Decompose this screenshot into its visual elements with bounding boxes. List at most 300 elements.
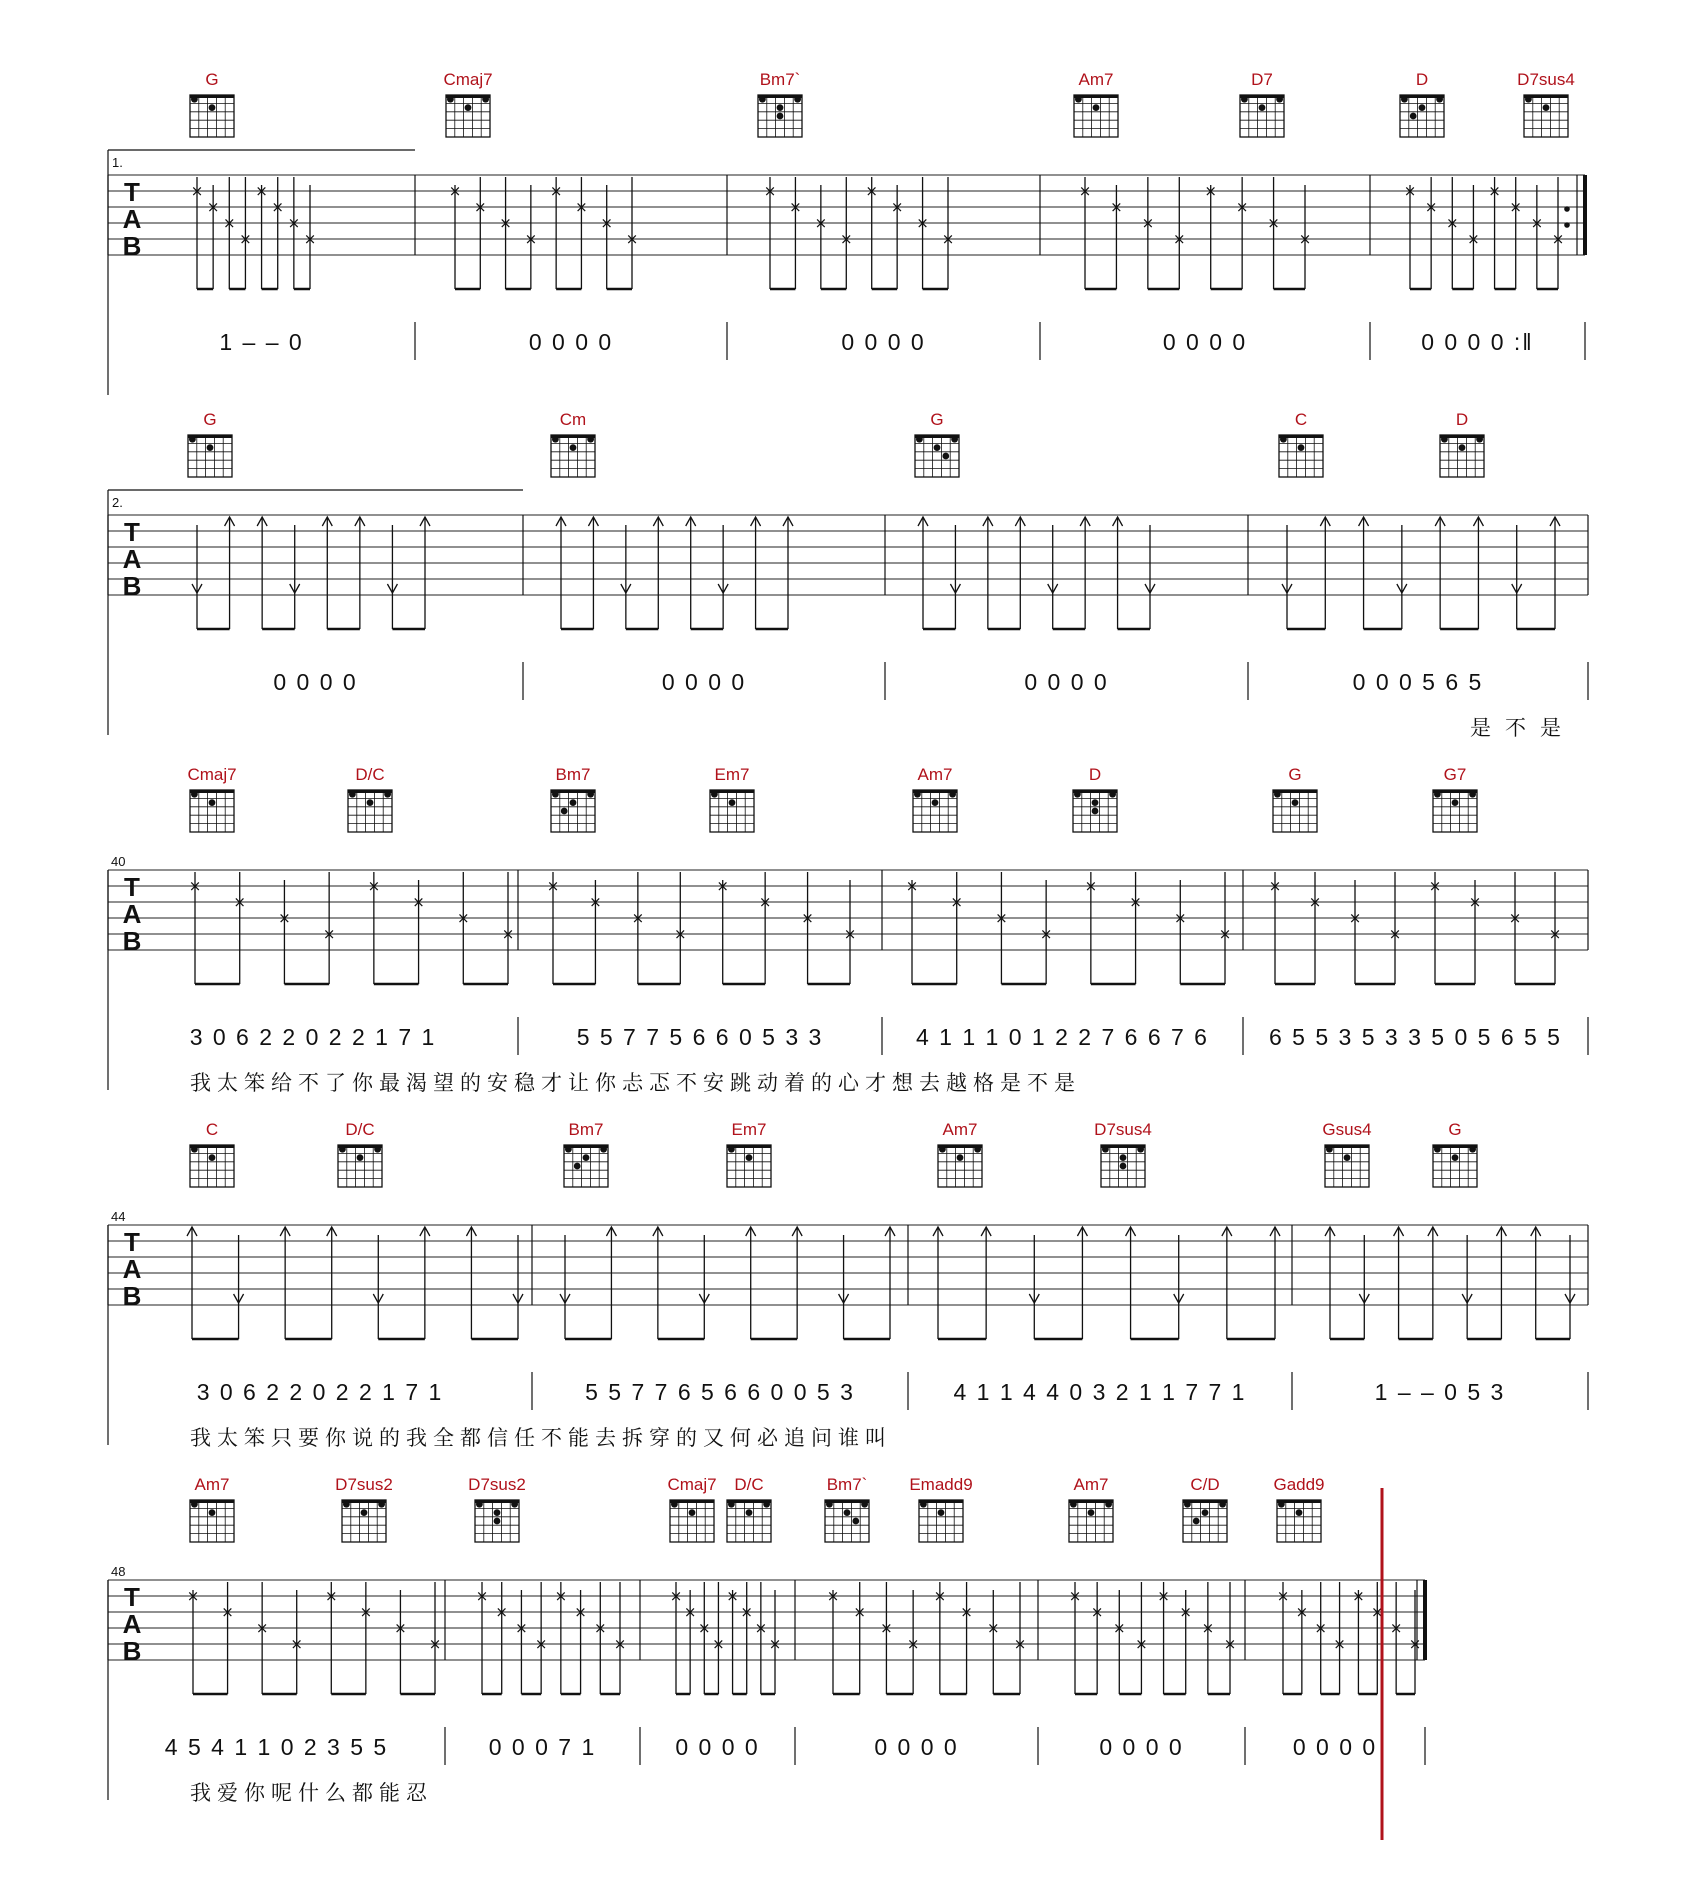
- finger-dot: [1109, 791, 1116, 798]
- svg-text:×: ×: [1445, 214, 1459, 232]
- svg-text:×: ×: [826, 1587, 840, 1605]
- chord-diagram[interactable]: [551, 410, 595, 477]
- chord-name: Cmaj7: [443, 70, 493, 89]
- jianpu-measure: 0 0 0 5 6 5: [1352, 669, 1484, 695]
- svg-text:×: ×: [941, 230, 955, 248]
- svg-text:×: ×: [188, 877, 202, 895]
- lyric-line: 我太笨给不了你最渴望的安稳才让你忐忑不安跳动着的心才想去越格是不是: [190, 1071, 1081, 1095]
- chord-diagram[interactable]: [1273, 1475, 1324, 1542]
- chord-diagram[interactable]: [190, 1475, 234, 1542]
- finger-dot: [939, 1146, 946, 1153]
- jianpu-measure: 0 0 0 0: [1099, 1734, 1184, 1760]
- svg-text:×: ×: [768, 1635, 782, 1653]
- svg-text:×: ×: [534, 1635, 548, 1653]
- svg-text:×: ×: [1276, 1587, 1290, 1605]
- finger-dot: [1525, 96, 1532, 103]
- chord-name: C: [1294, 410, 1308, 429]
- chord-name: C: [205, 1120, 219, 1139]
- svg-text:×: ×: [206, 198, 220, 216]
- chord-name: G7: [1443, 765, 1467, 784]
- tab-clef-letter: A: [122, 899, 142, 929]
- svg-text:×: ×: [1267, 214, 1280, 232]
- chord-diagram[interactable]: [468, 1475, 526, 1542]
- tab-system: [108, 1120, 1588, 1450]
- finger-dot: [361, 1509, 368, 1516]
- svg-text:×: ×: [428, 1635, 442, 1653]
- finger-dot: [357, 1154, 364, 1161]
- svg-text:×: ×: [839, 230, 853, 248]
- finger-dot: [1093, 104, 1100, 111]
- svg-text:×: ×: [1218, 925, 1232, 943]
- finger-dot: [1259, 104, 1266, 111]
- chord-diagram[interactable]: [1322, 1120, 1371, 1187]
- tab-clef-letter: T: [124, 872, 140, 902]
- jianpu-measure: 0 0 0 0 :‖: [1421, 329, 1534, 355]
- svg-text:×: ×: [683, 1603, 697, 1621]
- finger-dot: [494, 1509, 501, 1516]
- svg-text:×: ×: [190, 182, 204, 200]
- finger-dot: [189, 436, 196, 443]
- tab-clef-letter: B: [122, 231, 142, 261]
- bar-number: 44: [111, 1209, 126, 1224]
- svg-text:×: ×: [1314, 1619, 1328, 1637]
- finger-dot: [1296, 1509, 1303, 1516]
- svg-text:×: ×: [593, 1619, 607, 1637]
- finger-dot: [447, 96, 454, 103]
- chord-diagram[interactable]: [938, 1120, 982, 1187]
- chord-diagram[interactable]: [348, 765, 392, 832]
- svg-text:×: ×: [814, 214, 828, 232]
- finger-dot: [777, 104, 784, 111]
- finger-dot: [191, 1501, 198, 1508]
- chord-diagram[interactable]: [1094, 1120, 1152, 1187]
- finger-dot: [494, 1518, 501, 1525]
- finger-dot: [1452, 1154, 1459, 1161]
- chord-diagram[interactable]: [190, 70, 234, 137]
- svg-text:×: ×: [960, 1603, 973, 1621]
- svg-text:×: ×: [1508, 909, 1522, 927]
- svg-text:×: ×: [669, 1587, 683, 1605]
- chord-name: Am7: [1073, 1475, 1109, 1494]
- chord-diagram[interactable]: [1183, 1475, 1227, 1542]
- svg-text:×: ×: [1551, 230, 1565, 248]
- chord-diagram[interactable]: [551, 765, 595, 832]
- finger-dot: [552, 791, 559, 798]
- svg-text:×: ×: [255, 182, 268, 200]
- svg-text:×: ×: [1084, 877, 1098, 895]
- svg-text:×: ×: [456, 909, 470, 927]
- svg-text:×: ×: [1530, 214, 1544, 232]
- svg-text:×: ×: [1467, 230, 1480, 248]
- finger-dot: [1278, 1501, 1285, 1508]
- svg-text:×: ×: [303, 230, 317, 248]
- chord-diagram[interactable]: [1073, 765, 1117, 832]
- finger-dot: [957, 1154, 964, 1161]
- jianpu-measure: 0 0 0 7 1: [488, 1734, 597, 1760]
- svg-text:×: ×: [1129, 893, 1142, 911]
- svg-text:×: ×: [890, 198, 904, 216]
- svg-text:×: ×: [1013, 1635, 1027, 1653]
- chord-diagram[interactable]: [564, 1120, 608, 1187]
- finger-dot: [671, 1501, 678, 1508]
- chord-name: D7sus4: [1517, 70, 1575, 89]
- finger-dot: [207, 444, 214, 451]
- finger-dot: [938, 1509, 945, 1516]
- chord-name: Am7: [1078, 70, 1114, 89]
- finger-dot: [482, 96, 489, 103]
- svg-text:×: ×: [986, 1619, 1000, 1637]
- svg-text:×: ×: [1295, 1603, 1309, 1621]
- finger-dot: [844, 1509, 851, 1516]
- chord-diagram[interactable]: [190, 1120, 234, 1187]
- svg-text:×: ×: [1408, 1635, 1422, 1653]
- chord-name: Gadd9: [1273, 1475, 1325, 1494]
- finger-dot: [191, 96, 198, 103]
- jianpu-measure: 3 0 6 2 2 0 2 2 1 7 1: [189, 1024, 437, 1050]
- finger-dot: [1476, 436, 1483, 443]
- svg-text:×: ×: [575, 198, 588, 216]
- tab-system: [108, 410, 1588, 740]
- chord-name: Am7: [942, 1120, 978, 1139]
- svg-text:×: ×: [1135, 1635, 1148, 1653]
- finger-dot: [951, 436, 958, 443]
- finger-dot: [378, 1501, 385, 1508]
- svg-text:×: ×: [412, 893, 425, 911]
- chord-diagram[interactable]: [187, 765, 236, 832]
- chord-diagram[interactable]: [338, 1120, 382, 1187]
- jianpu-measure: 6 5 5 3 5 3 3 5 0 5 6 5 5: [1269, 1024, 1562, 1050]
- svg-text:×: ×: [186, 1587, 200, 1605]
- jianpu-measure: 0 0 0 0: [528, 329, 614, 355]
- svg-text:×: ×: [1352, 1587, 1365, 1605]
- finger-dot: [1543, 104, 1550, 111]
- svg-text:×: ×: [359, 1603, 373, 1621]
- svg-text:×: ×: [287, 214, 301, 232]
- finger-dot: [600, 1146, 607, 1153]
- finger-dot: [552, 436, 559, 443]
- tab-clef-letter: T: [124, 517, 140, 547]
- finger-dot: [1436, 96, 1443, 103]
- chord-name: D/C: [734, 1475, 764, 1494]
- jianpu-measure: 0 0 0 0: [661, 669, 747, 695]
- svg-text:×: ×: [789, 198, 802, 216]
- svg-text:×: ×: [394, 1619, 407, 1637]
- finger-dot: [1401, 96, 1408, 103]
- jianpu-measure: 1 – – 0 5 3: [1374, 1379, 1506, 1405]
- svg-text:×: ×: [589, 893, 602, 911]
- svg-text:×: ×: [546, 877, 560, 895]
- svg-text:×: ×: [916, 214, 929, 232]
- chord-diagram[interactable]: [667, 1475, 716, 1542]
- svg-text:×: ×: [524, 230, 538, 248]
- svg-text:×: ×: [726, 1587, 739, 1605]
- tab-systems: [108, 70, 1588, 1805]
- finger-dot: [1441, 436, 1448, 443]
- chord-diagram[interactable]: [1273, 765, 1317, 832]
- svg-text:×: ×: [255, 1619, 269, 1637]
- svg-text:×: ×: [1204, 182, 1218, 200]
- chord-diagram[interactable]: [1433, 1120, 1477, 1187]
- finger-dot: [1459, 444, 1466, 451]
- finger-dot: [1241, 96, 1248, 103]
- finger-dot: [570, 799, 577, 806]
- chord-diagram[interactable]: [915, 410, 959, 477]
- finger-dot: [934, 444, 941, 451]
- svg-text:×: ×: [1403, 182, 1417, 200]
- chord-diagram[interactable]: [1069, 1475, 1113, 1542]
- finger-dot: [1452, 799, 1459, 806]
- svg-text:×: ×: [1389, 1619, 1403, 1637]
- chord-name: Em7: [731, 1120, 767, 1139]
- svg-text:×: ×: [515, 1619, 528, 1637]
- finger-dot: [1092, 799, 1099, 806]
- svg-text:×: ×: [865, 182, 879, 200]
- finger-dot: [209, 1154, 216, 1161]
- finger-dot: [974, 1146, 981, 1153]
- finger-dot: [1419, 104, 1426, 111]
- svg-text:×: ×: [1488, 182, 1501, 200]
- tab-clef-letter: A: [122, 1609, 142, 1639]
- jianpu-measure: 4 5 4 1 1 0 2 3 5 5: [164, 1734, 389, 1760]
- finger-dot: [1292, 799, 1299, 806]
- tab-clef-letter: B: [122, 571, 142, 601]
- finger-dot: [1075, 96, 1082, 103]
- svg-text:×: ×: [1548, 925, 1562, 943]
- tab-system: [108, 70, 1585, 395]
- chord-name: D: [1088, 765, 1102, 784]
- finger-dot: [570, 444, 577, 451]
- chord-diagram[interactable]: [913, 765, 957, 832]
- finger-dot: [777, 113, 784, 120]
- finger-dot: [920, 1501, 927, 1508]
- tab-clef-letter: A: [122, 544, 142, 574]
- chord-diagram[interactable]: [1400, 70, 1444, 137]
- finger-dot: [209, 799, 216, 806]
- finger-dot: [339, 1146, 346, 1153]
- svg-text:×: ×: [239, 230, 252, 248]
- chord-name: D: [1415, 70, 1429, 89]
- finger-dot: [374, 1146, 381, 1153]
- finger-dot: [729, 799, 736, 806]
- finger-dot: [826, 1501, 833, 1508]
- chord-name: Am7: [194, 1475, 230, 1494]
- svg-text:×: ×: [554, 1587, 568, 1605]
- bar-number: 48: [111, 1564, 126, 1579]
- svg-text:×: ×: [1370, 1603, 1384, 1621]
- jianpu-measure: 0 0 0 0: [1024, 669, 1109, 695]
- finger-dot: [794, 96, 801, 103]
- svg-text:×: ×: [1157, 1587, 1170, 1605]
- chord-diagram[interactable]: [758, 70, 802, 137]
- lyric-line: 我太笨只要你说的我全都信任不能去拆穿的又何必追问谁叫: [190, 1426, 892, 1450]
- chord-diagram[interactable]: [443, 70, 492, 137]
- svg-text:×: ×: [1268, 877, 1282, 895]
- finger-dot: [932, 799, 939, 806]
- chord-diagram[interactable]: [1440, 410, 1484, 477]
- tab-clef-letter: T: [124, 177, 140, 207]
- lyric-line: 是不是: [1470, 716, 1575, 740]
- svg-text:×: ×: [754, 1619, 768, 1637]
- chord-diagram[interactable]: [727, 1120, 771, 1187]
- finger-dot: [1070, 1501, 1077, 1508]
- finger-dot: [914, 791, 921, 798]
- finger-dot: [349, 791, 356, 798]
- chord-name: D7sus2: [335, 1475, 393, 1494]
- finger-dot: [711, 791, 718, 798]
- finger-dot: [209, 104, 216, 111]
- finger-dot: [476, 1501, 483, 1508]
- finger-dot: [746, 1509, 753, 1516]
- svg-text:×: ×: [290, 1635, 304, 1653]
- chord-name: G: [930, 410, 944, 429]
- svg-text:×: ×: [1112, 1619, 1126, 1637]
- chord-name: D7sus2: [468, 1475, 526, 1494]
- svg-text:×: ×: [758, 893, 772, 911]
- svg-text:×: ×: [905, 877, 919, 895]
- jianpu-measure: 0 0 0 0: [675, 1734, 760, 1760]
- svg-text:×: ×: [1388, 925, 1402, 943]
- jianpu-measure: 4 1 1 4 4 0 3 2 1 1 7 7 1: [953, 1379, 1247, 1405]
- chord-diagram[interactable]: [1279, 410, 1323, 477]
- svg-text:×: ×: [1039, 925, 1053, 943]
- svg-text:×: ×: [995, 909, 1008, 927]
- svg-text:×: ×: [1179, 1603, 1193, 1621]
- svg-text:×: ×: [613, 1635, 627, 1653]
- svg-text:×: ×: [1172, 230, 1186, 248]
- chord-diagram[interactable]: [1433, 765, 1477, 832]
- chord-diagram[interactable]: [909, 1475, 972, 1542]
- svg-text:×: ×: [278, 909, 291, 927]
- tab-clef-letter: B: [122, 1281, 142, 1311]
- finger-dot: [1184, 1501, 1191, 1508]
- svg-text:×: ×: [1468, 893, 1482, 911]
- svg-text:×: ×: [716, 877, 730, 895]
- svg-text:×: ×: [367, 877, 381, 895]
- chord-name: Am7: [917, 765, 953, 784]
- finger-dot: [1280, 436, 1287, 443]
- jianpu-measure: 0 0 0 0: [874, 1734, 959, 1760]
- bar-number: 40: [111, 854, 126, 869]
- chord-name: Cmaj7: [667, 1475, 717, 1494]
- svg-text:×: ×: [1173, 909, 1187, 927]
- finger-dot: [561, 808, 568, 815]
- finger-dot: [1137, 1146, 1144, 1153]
- finger-dot: [759, 96, 766, 103]
- svg-text:×: ×: [221, 1603, 234, 1621]
- svg-text:×: ×: [448, 182, 462, 200]
- svg-text:×: ×: [495, 1603, 509, 1621]
- chord-diagram[interactable]: [710, 765, 754, 832]
- jianpu-measure: 5 5 7 7 5 6 6 0 5 3 3: [576, 1024, 824, 1050]
- tab-clef-letter: T: [124, 1582, 140, 1612]
- tab-clef-letter: T: [124, 1227, 140, 1257]
- chord-diagram[interactable]: [1517, 70, 1575, 137]
- svg-text:×: ×: [322, 925, 336, 943]
- svg-text:×: ×: [1223, 1635, 1237, 1653]
- svg-text:×: ×: [600, 214, 614, 232]
- finger-dot: [574, 1163, 581, 1170]
- finger-dot: [1434, 791, 1441, 798]
- svg-text:×: ×: [933, 1587, 947, 1605]
- jianpu-measure: 4 1 1 1 0 1 2 2 7 6 6 7 6: [916, 1024, 1209, 1050]
- chord-name: G: [1448, 1120, 1462, 1139]
- finger-dot: [1088, 1509, 1095, 1516]
- svg-text:×: ×: [1308, 893, 1322, 911]
- finger-dot: [1105, 1501, 1112, 1508]
- finger-dot: [343, 1501, 350, 1508]
- jianpu-measure: 0 0 0 0: [1292, 1734, 1378, 1760]
- svg-text:×: ×: [1141, 214, 1155, 232]
- chord-diagram[interactable]: [825, 1475, 869, 1542]
- finger-dot: [191, 1146, 198, 1153]
- finger-dot: [1469, 1146, 1476, 1153]
- svg-text:×: ×: [473, 198, 487, 216]
- finger-dot: [565, 1146, 572, 1153]
- svg-text:×: ×: [853, 1603, 867, 1621]
- svg-text:×: ×: [1235, 198, 1249, 216]
- finger-dot: [583, 1154, 590, 1161]
- tab-system: [108, 1475, 1425, 1805]
- chord-diagram[interactable]: [335, 1475, 393, 1542]
- svg-text:×: ×: [697, 1619, 711, 1637]
- finger-dot: [1274, 791, 1281, 798]
- finger-dot: [1410, 113, 1417, 120]
- chord-name: Cm: [559, 410, 587, 429]
- chord-name: Bm7`: [826, 1475, 868, 1494]
- chord-name: Gsus4: [1322, 1120, 1372, 1139]
- svg-text:×: ×: [324, 1587, 338, 1605]
- finger-dot: [191, 791, 198, 798]
- chord-name: Bm7: [555, 765, 591, 784]
- jianpu-measure: 0 0 0 0: [1162, 329, 1248, 355]
- chord-diagram[interactable]: [1074, 70, 1118, 137]
- finger-dot: [1120, 1163, 1127, 1170]
- chord-diagram[interactable]: [1240, 70, 1284, 137]
- svg-text:×: ×: [501, 925, 515, 943]
- svg-text:×: ×: [763, 182, 777, 200]
- svg-text:×: ×: [673, 925, 687, 943]
- chord-name: G: [203, 410, 217, 429]
- finger-dot: [1298, 444, 1305, 451]
- chord-diagram[interactable]: [188, 410, 232, 477]
- ending-label: 1.: [112, 155, 123, 170]
- chord-name: Em7: [714, 765, 750, 784]
- svg-text:×: ×: [549, 182, 563, 200]
- finger-dot: [746, 1154, 753, 1161]
- finger-dot: [1344, 1154, 1351, 1161]
- svg-text:×: ×: [880, 1619, 893, 1637]
- finger-dot: [1276, 96, 1283, 103]
- finger-dot: [511, 1501, 518, 1508]
- finger-dot: [1120, 1154, 1127, 1161]
- chord-name: D7sus4: [1094, 1120, 1152, 1139]
- finger-dot: [949, 791, 956, 798]
- finger-dot: [1434, 1146, 1441, 1153]
- svg-text:×: ×: [1201, 1619, 1215, 1637]
- svg-text:×: ×: [1333, 1635, 1346, 1653]
- svg-text:×: ×: [950, 893, 964, 911]
- jianpu-measure: 3 0 6 2 2 0 2 2 1 7 1: [196, 1379, 444, 1405]
- finger-dot: [1326, 1146, 1333, 1153]
- chord-name: G: [205, 70, 219, 89]
- svg-text:×: ×: [1110, 198, 1123, 216]
- finger-dot: [384, 791, 391, 798]
- svg-text:×: ×: [1348, 909, 1362, 927]
- jianpu-measure: 5 5 7 7 6 5 6 6 0 0 5 3: [585, 1379, 855, 1405]
- chord-diagram[interactable]: [727, 1475, 771, 1542]
- finger-dot: [1219, 1501, 1226, 1508]
- svg-text:×: ×: [233, 893, 247, 911]
